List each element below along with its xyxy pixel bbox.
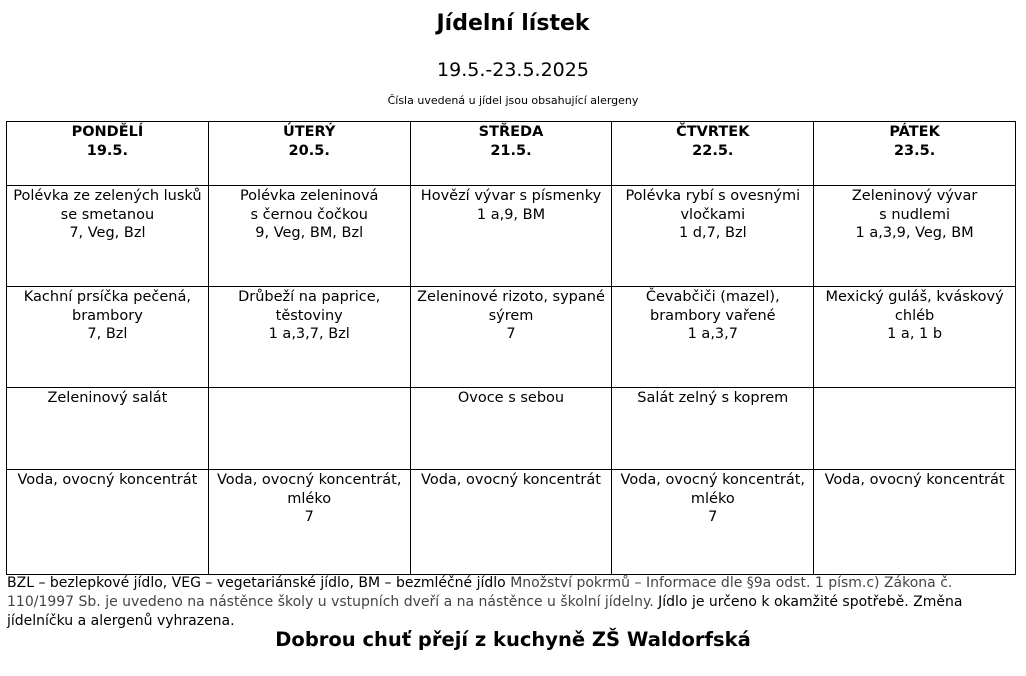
side-cell: [7, 388, 209, 470]
drink-line: Voda, ovocný koncentrát,: [216, 472, 402, 488]
main-line: 1 a,3,7: [687, 326, 738, 343]
main-dish-row: [7, 287, 1016, 388]
soup-line: 1 a,9, BM: [476, 206, 546, 223]
legend: [7, 574, 1023, 631]
main-line: 1 a,3,7, Bzl: [268, 326, 350, 343]
main-line: sýrem: [488, 307, 534, 324]
menu-table: [6, 121, 1016, 575]
soup-line: Polévka ze zelených lusků: [13, 188, 202, 204]
main-line: 7: [506, 326, 516, 343]
soup-line: Polévka rybí s ovesnými: [625, 188, 801, 204]
drink-row: [7, 470, 1016, 575]
day-header: [208, 122, 410, 186]
soup-row: [7, 186, 1016, 287]
drink-cell: [208, 470, 410, 575]
legend-abbreviations: BZL – bezlepkové jídlo, VEG – vegetariánské jídlo, BM – bezmléčné jídlo: [7, 575, 511, 591]
main-line: chléb: [894, 307, 935, 324]
soup-cell: [7, 186, 209, 287]
day-date: 20.5.: [288, 142, 330, 159]
drink-line: mléko: [690, 490, 735, 507]
day-date: 23.5.: [893, 142, 936, 159]
side-cell: [612, 388, 814, 470]
drink-line: Voda, ovocný koncentrát: [17, 472, 198, 488]
drink-cell: [814, 470, 1016, 575]
day-name: PONDĚLÍ: [71, 124, 144, 140]
day-date: 19.5.: [86, 142, 129, 159]
main-cell: [7, 287, 209, 388]
main-line: těstoviny: [275, 307, 343, 324]
drink-cell: [410, 470, 612, 575]
day-name: ČTVRTEK: [676, 124, 750, 140]
main-cell: [208, 287, 410, 388]
drink-line: Voda, ovocný koncentrát: [421, 472, 601, 488]
day-name: ÚTERÝ: [282, 124, 336, 140]
soup-line: se smetanou: [60, 206, 155, 223]
main-cell: [814, 287, 1016, 388]
day-header: [814, 122, 1016, 186]
drink-line: Voda, ovocný koncentrát,: [620, 472, 806, 488]
date-range: 19.5.-23.5.2025: [437, 59, 589, 81]
main-line: Čevabčiči (mazel),: [645, 289, 780, 305]
side-cell: [814, 388, 1016, 470]
soup-line: 1 a,3,9, Veg, BM: [855, 225, 974, 242]
main-line: Kachní prsíčka pečená,: [23, 289, 191, 305]
page-title: Jídelní lístek: [436, 11, 590, 36]
drink-line: 7: [304, 509, 314, 526]
soup-line: vločkami: [680, 206, 746, 223]
soup-line: 1 d,7, Bzl: [678, 225, 747, 242]
side-cell: [208, 388, 410, 470]
side-dish-row: [7, 388, 1016, 470]
day-header: [410, 122, 612, 186]
soup-line: 7, Veg, Bzl: [69, 225, 146, 242]
day-date: 21.5.: [490, 142, 532, 159]
soup-cell: [410, 186, 612, 287]
soup-line: Zeleninový vývar: [851, 188, 978, 204]
main-line: 7, Bzl: [87, 326, 128, 343]
main-cell: [612, 287, 814, 388]
day-header: [612, 122, 814, 186]
main-line: 1 a, 1 b: [887, 326, 943, 343]
drink-line: mléko: [287, 490, 332, 507]
drink-line: 7: [708, 509, 718, 526]
soup-line: s nudlemi: [879, 206, 951, 223]
soup-cell: [814, 186, 1016, 287]
side-line: Zeleninový salát: [47, 390, 168, 406]
day-name: STŘEDA: [478, 124, 544, 140]
day-header-row: [7, 122, 1016, 186]
day-header: [7, 122, 209, 186]
day-date: 22.5.: [692, 142, 734, 159]
drink-cell: [612, 470, 814, 575]
drink-cell: [7, 470, 209, 575]
soup-cell: [208, 186, 410, 287]
side-line: Salát zelný s koprem: [637, 390, 789, 406]
soup-line: Hovězí vývar s písmenky: [420, 188, 602, 204]
legend-consumption-note: Jídlo je určeno k okamžité spotřebě. Změna jídelníčku a alergenů vyhrazena.: [7, 594, 963, 629]
drink-line: Voda, ovocný koncentrát: [824, 472, 1005, 488]
side-line: Ovoce s sebou: [457, 390, 565, 406]
soup-line: s černou čočkou: [250, 206, 368, 223]
main-cell: [410, 287, 612, 388]
main-line: Mexický guláš, kváskový: [825, 289, 1004, 305]
soup-cell: [612, 186, 814, 287]
main-line: brambory: [72, 307, 143, 324]
soup-line: 9, Veg, BM, Bzl: [255, 225, 364, 242]
day-name: PÁTEK: [889, 124, 940, 140]
main-line: Drůbeží na paprice,: [238, 289, 381, 305]
soup-line: Polévka zeleninová: [239, 188, 379, 204]
footer-greeting: Dobrou chuť přejí z kuchyně ZŠ Waldorfská: [275, 628, 751, 651]
allergen-note: Čísla uvedená u jídel jsou obsahující alergeny: [387, 94, 639, 107]
legend-quantity-info: Množství pokrmů – Informace dle §9a odst. 1 písm.c) Zákona č. 110/1997 Sb. je uvedeno na nástěnce školy u vstupních dveří a na nástěnce u školní jídelny.: [7, 575, 953, 610]
side-cell: [410, 388, 612, 470]
main-line: brambory vařené: [650, 307, 776, 324]
main-line: Zeleninové rizoto, sypané: [417, 289, 605, 305]
